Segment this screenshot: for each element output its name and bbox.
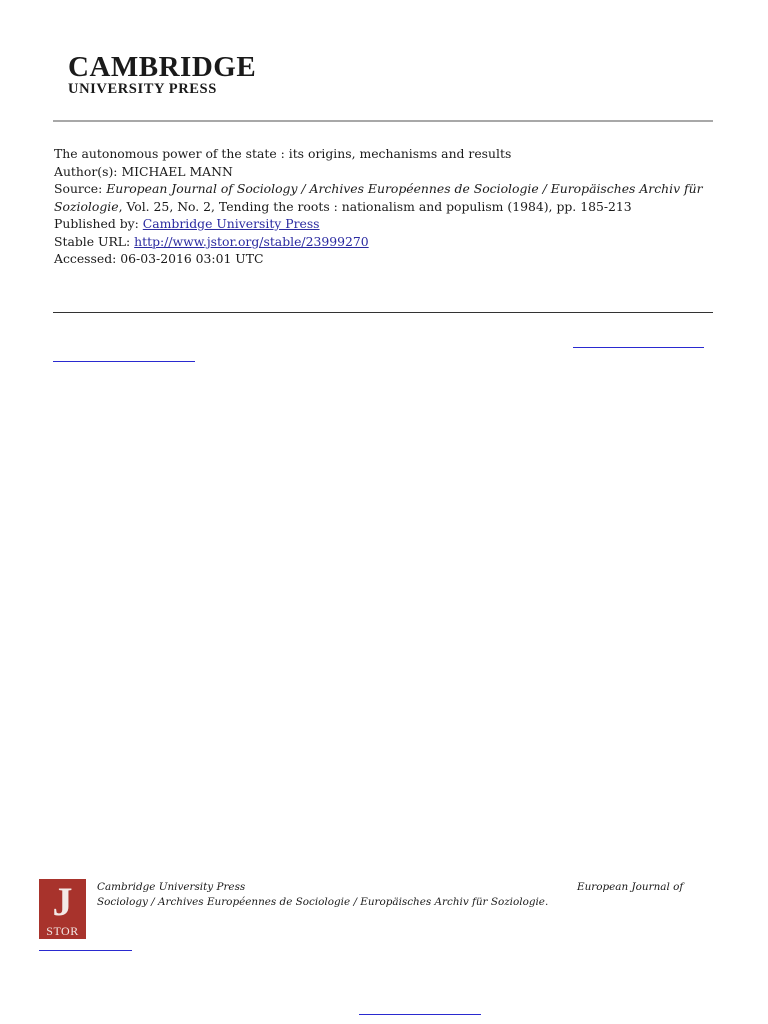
top-divider (53, 120, 713, 122)
footer-journal-rest: Sociology / Archives Européennes de Sociologie / Europäisches Archiv für Soziologie. (97, 895, 549, 908)
authors-line (54, 163, 714, 181)
jstor-logo-word: STOR (46, 924, 79, 938)
footer-text (97, 880, 697, 909)
accessed-line (54, 250, 714, 268)
stable-url-line (54, 233, 714, 251)
jstor-logo (39, 879, 86, 939)
source-journal: European Journal of Sociology / Archives Européennes de Sociologie / Europäisches (106, 181, 636, 196)
source-details: , Vol. 25, No. 2, Tending the roots : nationalism and populism (1984), pp. (118, 198, 577, 214)
accessed-value: 06-03-2016 03:01 UTC (120, 251, 264, 266)
middle-divider (53, 312, 713, 313)
published-label: Published by: (54, 216, 139, 231)
source-label: Source: (54, 181, 103, 196)
source-pages: 185-213 (580, 198, 632, 214)
bottom-link-underline[interactable] (359, 1014, 481, 1015)
source-journal-2: Archiv für Soziologie (54, 181, 703, 214)
article-metadata (54, 145, 714, 268)
authors-value: MICHAEL MANN (121, 163, 233, 179)
logo-main-text: CAMBRIDGE (68, 51, 257, 83)
footer-journal-start: European Journal of (577, 881, 684, 893)
authors-label: Author(s): (54, 163, 118, 179)
publisher-link[interactable]: Cambridge University Press (142, 216, 320, 231)
stable-url-label: Stable URL: (54, 233, 131, 249)
accessed-label: Accessed: (54, 251, 117, 266)
footer-publisher: Cambridge University Press (97, 881, 246, 893)
jstor-link-underline[interactable] (39, 950, 132, 951)
logo-sub-text: UNIVERSITY PRESS (68, 81, 217, 97)
terms-link-underline-2[interactable] (53, 361, 195, 362)
source-line (54, 180, 714, 215)
article-title: The autonomous power of the state : its origins, mechanisms and results (54, 146, 512, 161)
jstor-logo-letter: J (52, 879, 73, 924)
cambridge-logo (68, 51, 257, 97)
terms-link-underline[interactable] (573, 347, 704, 348)
publisher-line (54, 215, 714, 233)
stable-url-link[interactable]: http://www.jstor.org/stable/23999270 (134, 233, 369, 249)
